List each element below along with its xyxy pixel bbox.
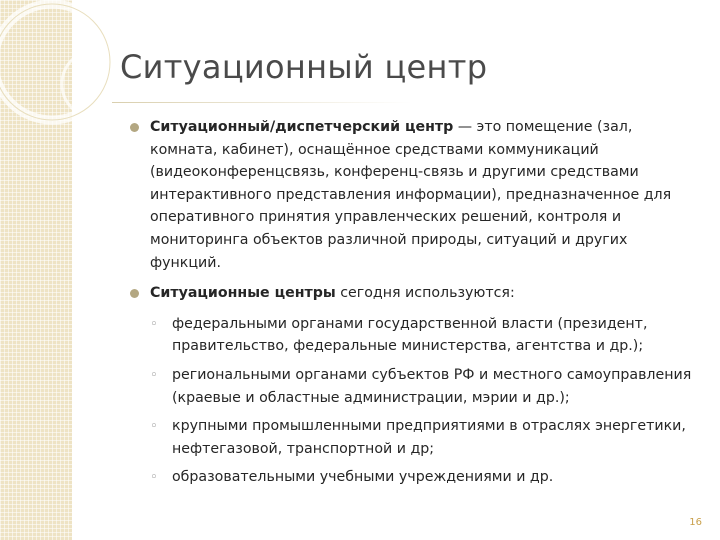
ring-bullet-icon: ◦ — [150, 316, 158, 332]
bullet-dot-icon — [130, 289, 139, 298]
list-item-text: федеральными органами государственной власти (президент, правительство, федеральные министерства, агентства и др.); — [172, 315, 648, 355]
ring-bullet-icon: ◦ — [150, 367, 158, 383]
usage-term: Ситуационные центры — [150, 285, 336, 302]
bullet-dot-icon — [130, 123, 139, 132]
definition-term: Ситуационный/диспетчерский центр — [150, 119, 454, 135]
ring-bullet-icon: ◦ — [150, 419, 158, 435]
list-item — [130, 364, 695, 409]
list-item-text: крупными промышленными предприятиями в отраслях энергетики, нефтегазовой, транспортной и др; — [172, 418, 686, 457]
definition-text: — это помещение (зал, комната, кабинет), оснащённое средствами коммуникаций (видеоконференцсвязь, конференц-связь и другими средствами интерактивного представления информации), предназначенное для оперативного принятия управленческих решений, контроля и мониторинга объектов различной природы, ситуаций и других функций. — [150, 119, 672, 271]
usage-list — [130, 313, 695, 489]
usage-text: сегодня используются: — [335, 285, 515, 302]
list-item — [130, 466, 695, 489]
list-item — [130, 415, 695, 460]
list-item — [130, 313, 695, 358]
list-item-text: образовательными учебными учреждениями и др. — [172, 469, 554, 486]
title-underline — [112, 102, 412, 103]
definition-paragraph — [130, 116, 695, 274]
page-number: 16 — [689, 517, 702, 528]
list-item-text: региональными органами субъектов РФ и местного самоуправления (краевые и областные администрации, мэрии и др.); — [172, 366, 692, 406]
ring-bullet-icon: ◦ — [150, 470, 158, 486]
usage-paragraph — [130, 282, 695, 305]
slide-content — [130, 116, 695, 495]
slide-title: Ситуационный центр — [120, 48, 488, 86]
